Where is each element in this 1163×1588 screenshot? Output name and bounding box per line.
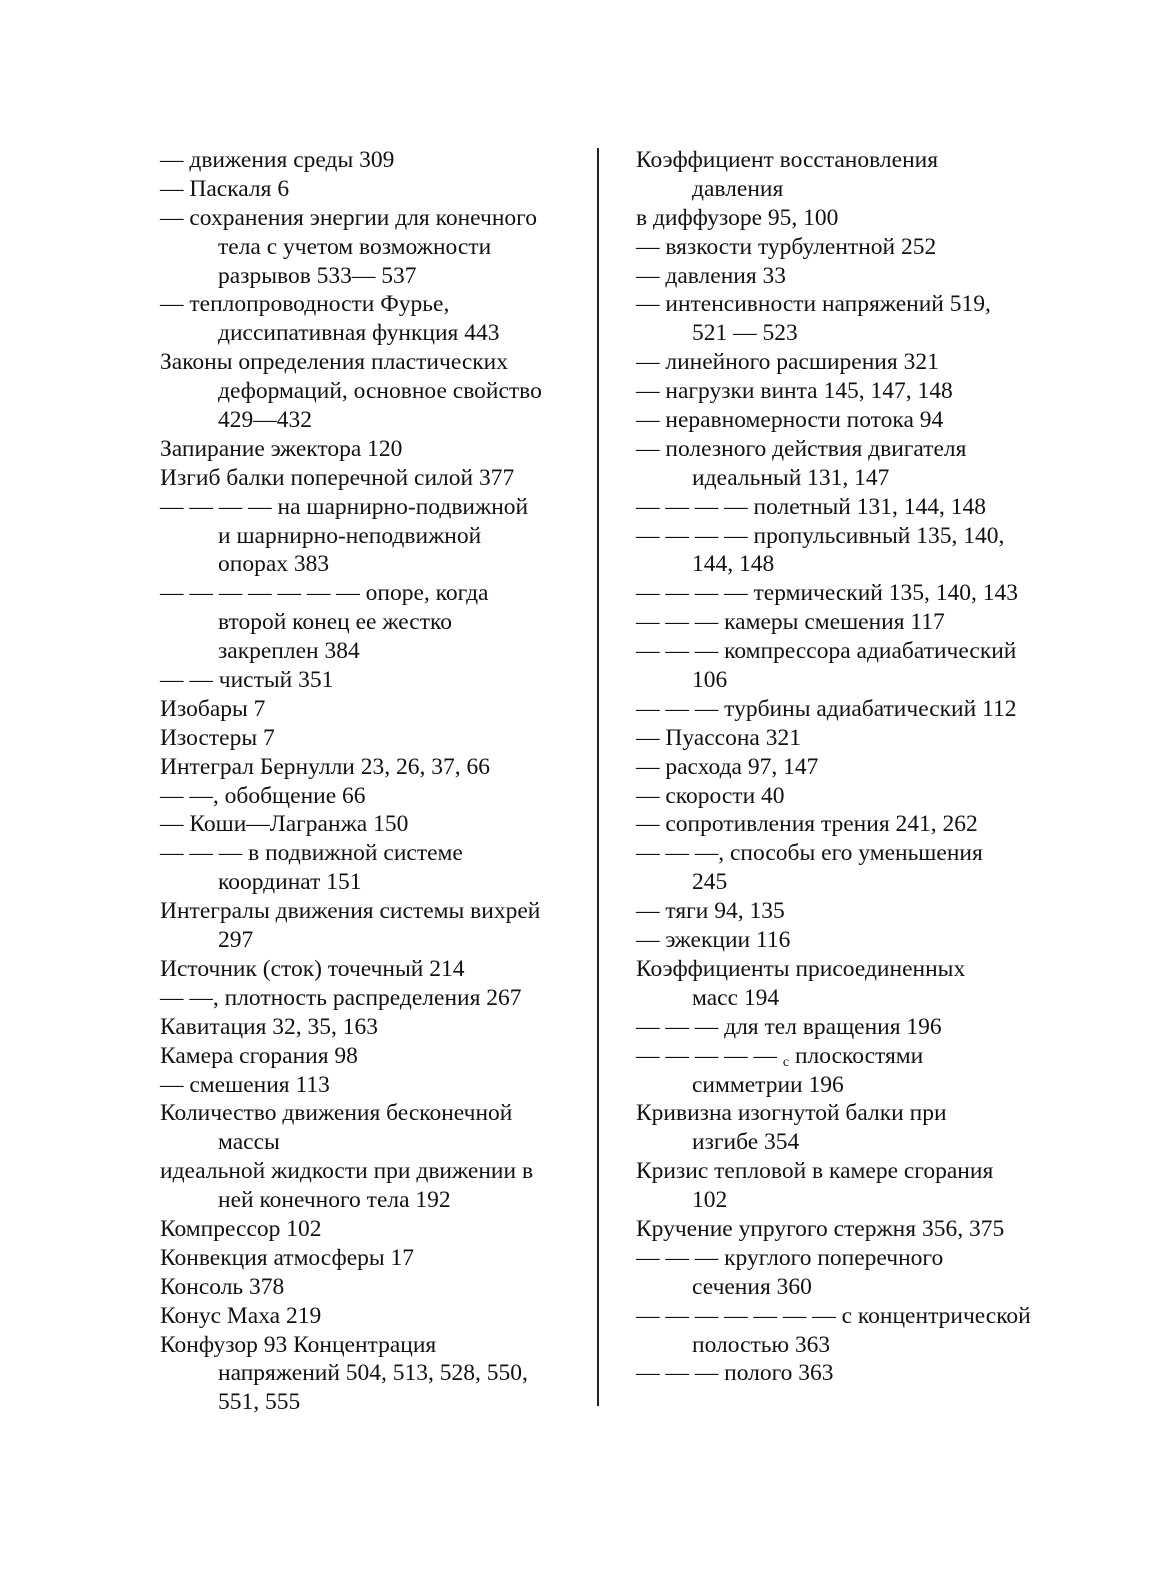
entry-text: Коэффициент восстановления bbox=[636, 147, 939, 173]
entry-text: — — — — пропульсивный 135, 140, bbox=[636, 522, 1005, 549]
entry-text: — неравномерности потока 94 bbox=[636, 407, 944, 434]
index-entry-line bbox=[636, 377, 1056, 406]
index-entry-line bbox=[160, 1071, 580, 1100]
index-entry-line bbox=[160, 955, 580, 984]
entry-text: Кризис тепловой в камере сгорания bbox=[636, 1158, 994, 1185]
index-entry-line bbox=[636, 290, 1056, 319]
entry-text: — — — — полетный 131, 144, 148 bbox=[636, 493, 987, 520]
index-entry-line bbox=[636, 695, 1056, 724]
index-entry-line bbox=[160, 1273, 580, 1302]
entry-text: Изгиб балки поперечной силой 377 bbox=[160, 464, 515, 491]
index-entry-line bbox=[160, 984, 580, 1013]
entry-text: — — — — — bbox=[636, 1042, 783, 1069]
entry-text: разрывов 533— 537 bbox=[218, 262, 417, 289]
entry-text: Коэффициенты присоединенных bbox=[636, 955, 966, 982]
entry-tail: плоскостями bbox=[789, 1042, 924, 1069]
index-entry-line bbox=[160, 782, 580, 811]
entry-text: сечения 360 bbox=[692, 1273, 812, 1300]
entry-text: диссипативная функция 443 bbox=[218, 320, 500, 347]
entry-text: 429—432 bbox=[218, 407, 312, 434]
index-entry-line bbox=[160, 1013, 580, 1042]
entry-text: 551, 555 bbox=[218, 1389, 301, 1416]
index-entry-line bbox=[636, 839, 1056, 868]
entry-text: — теплопроводности Фурье, bbox=[160, 291, 450, 318]
index-entry-line bbox=[160, 1099, 580, 1128]
entry-text: — интенсивности напряжений 519, bbox=[636, 291, 991, 318]
entry-text: — —, обобщение 66 bbox=[160, 782, 366, 809]
entry-text: — — — — термический 135, 140, 143 bbox=[636, 580, 1019, 607]
entry-text: — расхода 97, 147 bbox=[636, 753, 819, 780]
index-entry-line bbox=[160, 435, 580, 464]
entry-text: полостью 363 bbox=[692, 1331, 831, 1358]
index-entry-line bbox=[160, 1302, 580, 1331]
index-entry-line bbox=[160, 233, 580, 262]
index-entry-line bbox=[636, 1099, 1056, 1128]
index-entry-line bbox=[636, 550, 1056, 579]
index-entry-line bbox=[636, 348, 1056, 377]
entry-text: симметрии 196 bbox=[692, 1071, 844, 1098]
entry-text: — давления 33 bbox=[636, 262, 787, 289]
index-entry-line bbox=[636, 464, 1056, 493]
index-entry-line bbox=[636, 522, 1056, 551]
index-entry-line bbox=[636, 1302, 1056, 1331]
entry-text: — — — компрессора адиабатический bbox=[636, 638, 1017, 665]
index-entry-line bbox=[636, 435, 1056, 464]
index-entry-line bbox=[636, 984, 1056, 1013]
index-entry-line bbox=[160, 377, 580, 406]
entry-text: — сопротивления трения 241, 262 bbox=[636, 811, 978, 838]
index-entry-line bbox=[636, 868, 1056, 897]
entry-text: Конвекция атмосферы 17 bbox=[160, 1244, 415, 1271]
entry-text: 245 bbox=[692, 869, 728, 896]
index-entry-line bbox=[160, 579, 580, 608]
column-divider bbox=[597, 148, 599, 1406]
index-entry-line bbox=[636, 724, 1056, 753]
entry-text: Конус Маха 219 bbox=[160, 1302, 322, 1329]
entry-text: Количество движения бесконечной bbox=[160, 1100, 513, 1127]
entry-text: идеальной жидкости при движении в bbox=[160, 1158, 534, 1185]
index-entry-line bbox=[636, 1013, 1056, 1042]
index-entry-line bbox=[160, 608, 580, 637]
index-entry-line bbox=[160, 1215, 580, 1244]
index-entry-line bbox=[636, 175, 1056, 204]
index-entry-line bbox=[636, 1186, 1056, 1215]
index-entry-line bbox=[160, 1244, 580, 1273]
index-entry-line bbox=[160, 522, 580, 551]
index-entry-line bbox=[160, 753, 580, 782]
entry-text: 521 — 523 bbox=[692, 320, 798, 347]
index-entry-line bbox=[636, 233, 1056, 262]
index-entry-line bbox=[636, 204, 1056, 233]
entry-text: масс 194 bbox=[692, 984, 780, 1011]
entry-text: Конфузор 93 Концентрация bbox=[160, 1331, 437, 1358]
index-entry-line bbox=[160, 1388, 580, 1417]
entry-text: — — — для тел вращения 196 bbox=[636, 1013, 942, 1040]
index-entry-line bbox=[636, 753, 1056, 782]
index-entry-line bbox=[160, 897, 580, 926]
entry-text: — Коши—Лагранжа 150 bbox=[160, 811, 409, 838]
index-entry-line bbox=[636, 579, 1056, 608]
index-entry-line bbox=[160, 464, 580, 493]
index-entry-line bbox=[636, 1042, 1056, 1071]
index-entry-line bbox=[636, 608, 1056, 637]
index-entry-line bbox=[636, 926, 1056, 955]
entry-text: Консоль 378 bbox=[160, 1273, 285, 1300]
entry-text: — — — — — — — с концентрической bbox=[636, 1302, 1031, 1329]
index-entry-line bbox=[160, 319, 580, 348]
entry-text: Интеграл Бернулли 23, 26, 37, 66 bbox=[160, 753, 490, 780]
index-entry-line bbox=[160, 839, 580, 868]
entry-text: — — — турбины адиабатический 112 bbox=[636, 695, 1017, 722]
index-entry-line bbox=[160, 926, 580, 955]
index-entry-line bbox=[636, 1071, 1056, 1100]
entry-text: — — — камеры смешения 117 bbox=[636, 609, 945, 636]
entry-text: — полезного действия двигателя bbox=[636, 435, 967, 462]
entry-text: — — — — — — — опоре, когда bbox=[160, 580, 489, 607]
entry-text: и шарнирно-неподвижной bbox=[218, 522, 482, 549]
entry-text: — тяги 94, 135 bbox=[636, 898, 785, 925]
index-entry-line bbox=[636, 319, 1056, 348]
index-entry-line bbox=[160, 262, 580, 291]
index-entry-line bbox=[636, 1157, 1056, 1186]
entry-text: в диффузоре 95, 100 bbox=[636, 204, 839, 231]
entry-text: Запирание эжектора 120 bbox=[160, 435, 403, 462]
index-entry-line bbox=[636, 1215, 1056, 1244]
entry-text: Кривизна изогнутой балки при bbox=[636, 1100, 947, 1127]
index-entry-line bbox=[160, 724, 580, 753]
index-entry-line bbox=[636, 637, 1056, 666]
index-entry-line bbox=[160, 666, 580, 695]
index-entry-line bbox=[636, 1331, 1056, 1360]
index-entry-line bbox=[636, 493, 1056, 522]
index-entry-line bbox=[160, 1359, 580, 1388]
entry-text: — сохранения энергии для конечного bbox=[160, 204, 537, 231]
entry-text: — — — круглого поперечного bbox=[636, 1244, 944, 1271]
index-entry-line bbox=[160, 290, 580, 319]
entry-text: 297 bbox=[218, 927, 254, 954]
entry-text: координат 151 bbox=[218, 869, 362, 896]
entry-text: Компрессор 102 bbox=[160, 1215, 322, 1242]
entry-text: — — — в подвижной системе bbox=[160, 840, 463, 867]
index-entry-line bbox=[160, 146, 580, 175]
index-entry-line bbox=[160, 493, 580, 522]
entry-text: давления bbox=[692, 175, 784, 202]
index-entry-line bbox=[636, 146, 1056, 175]
entry-text: — — —, способы его уменьшения bbox=[636, 840, 983, 867]
entry-text: — Пуассона 321 bbox=[636, 724, 801, 751]
entry-text: ней конечного тела 192 bbox=[218, 1187, 451, 1214]
entry-text: 102 bbox=[692, 1187, 728, 1214]
index-entry-line bbox=[636, 955, 1056, 984]
entry-text: тела с учетом возможности bbox=[218, 233, 492, 260]
index-entry-line bbox=[160, 637, 580, 666]
entry-text: изгибе 354 bbox=[692, 1129, 800, 1156]
entry-text: Кручение упругого стержня 356, 375 bbox=[636, 1215, 1005, 1242]
index-entry-line bbox=[636, 897, 1056, 926]
entry-text: напряжений 504, 513, 528, 550, bbox=[218, 1360, 528, 1387]
left-column bbox=[160, 146, 580, 1417]
index-entry-line bbox=[160, 868, 580, 897]
entry-text: — нагрузки винта 145, 147, 148 bbox=[636, 378, 953, 405]
entry-text: — Паскаля 6 bbox=[160, 175, 290, 202]
index-entry-line bbox=[636, 666, 1056, 695]
entry-text: — — — — на шарнирно-подвижной bbox=[160, 493, 529, 520]
entry-text: массы bbox=[218, 1129, 280, 1156]
entry-text: 106 bbox=[692, 667, 728, 694]
entry-text: Изостеры 7 bbox=[160, 724, 275, 751]
entry-text: Камера сгорания 98 bbox=[160, 1042, 358, 1069]
entry-text: — — чистый 351 bbox=[160, 667, 334, 694]
index-entry-line bbox=[160, 1157, 580, 1186]
index-entry-line bbox=[636, 1128, 1056, 1157]
entry-text: Изобары 7 bbox=[160, 695, 266, 722]
entry-text: деформаций, основное свойство bbox=[218, 378, 542, 405]
index-entry-line bbox=[160, 175, 580, 204]
entry-text: Источник (сток) точечный 214 bbox=[160, 955, 465, 982]
index-entry-line bbox=[636, 406, 1056, 435]
entry-text: Кавитация 32, 35, 163 bbox=[160, 1013, 379, 1040]
index-entry-line bbox=[160, 1186, 580, 1215]
index-entry-line bbox=[160, 204, 580, 233]
index-entry-line bbox=[160, 1042, 580, 1071]
index-entry-line bbox=[160, 1128, 580, 1157]
entry-text: закреплен 384 bbox=[218, 638, 360, 665]
entry-text: — скорости 40 bbox=[636, 782, 785, 809]
index-entry-line bbox=[160, 406, 580, 435]
index-entry-line bbox=[160, 348, 580, 377]
index-entry-line bbox=[636, 1273, 1056, 1302]
entry-text: опорах 383 bbox=[218, 551, 330, 578]
index-entry-line bbox=[160, 695, 580, 724]
entry-text: — линейного расширения 321 bbox=[636, 349, 939, 376]
entry-text: — вязкости турбулентной 252 bbox=[636, 233, 937, 260]
index-entry-line bbox=[160, 810, 580, 839]
entry-text: Законы определения пластических bbox=[160, 349, 509, 376]
entry-text: — эжекции 116 bbox=[636, 927, 791, 954]
index-entry-line bbox=[636, 1359, 1056, 1388]
index-entry-line bbox=[636, 810, 1056, 839]
entry-text: — смешения 113 bbox=[160, 1071, 330, 1098]
index-entry-line bbox=[636, 1244, 1056, 1273]
entry-text: — — — полого 363 bbox=[636, 1360, 834, 1387]
index-entry-line bbox=[636, 782, 1056, 811]
index-entry-line bbox=[160, 550, 580, 579]
right-column bbox=[636, 146, 1056, 1388]
entry-text: — —, плотность распределения 267 bbox=[160, 984, 522, 1011]
entry-text: Интегралы движения системы вихрей bbox=[160, 898, 541, 925]
index-entry-line bbox=[160, 1331, 580, 1360]
entry-text: второй конец ее жестко bbox=[218, 609, 452, 636]
entry-text: идеальный 131, 147 bbox=[692, 464, 890, 491]
entry-text: — движения среды 309 bbox=[160, 147, 395, 173]
index-entry-line bbox=[636, 262, 1056, 291]
entry-text: 144, 148 bbox=[692, 551, 775, 578]
entry-subscript: с bbox=[782, 1054, 790, 1070]
